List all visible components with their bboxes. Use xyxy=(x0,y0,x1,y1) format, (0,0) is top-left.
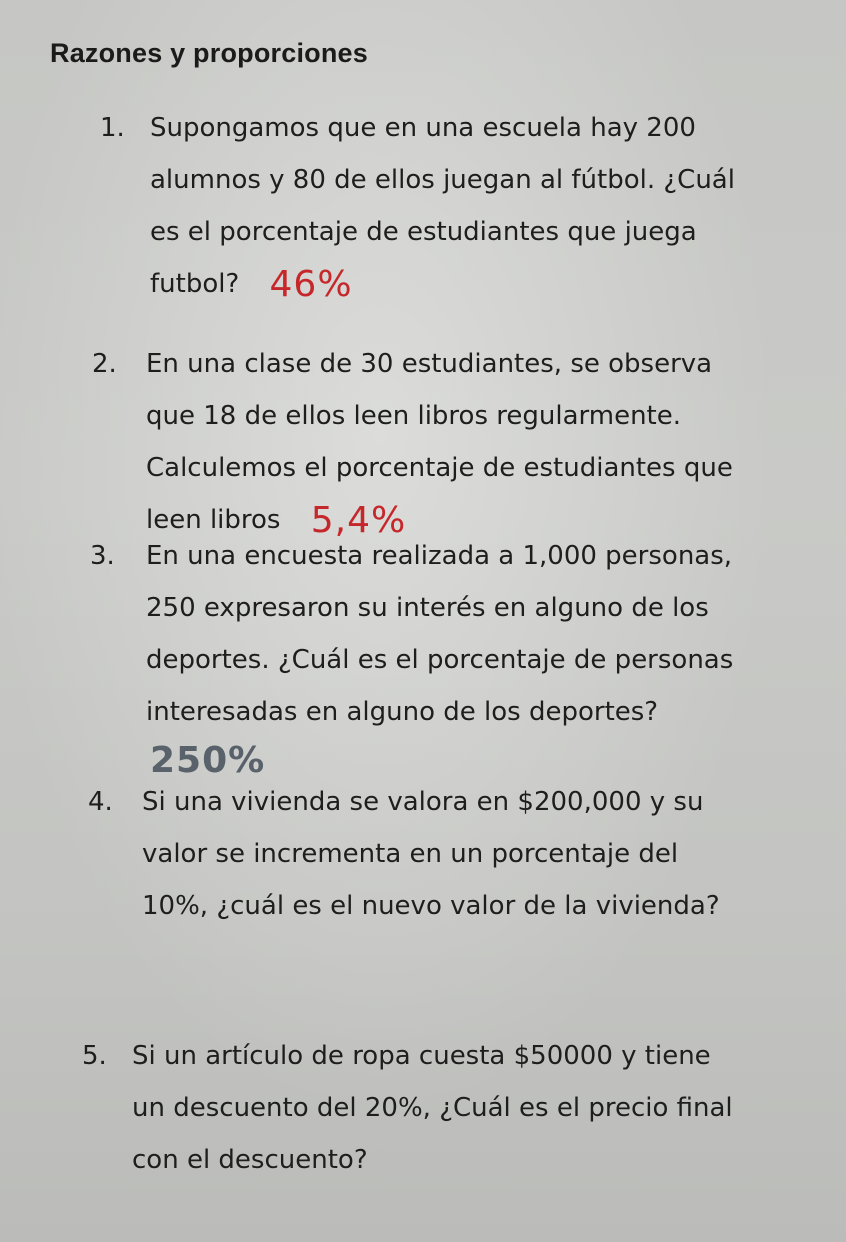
question-text-line: Supongamos que en una escuela hay 200 xyxy=(150,113,696,143)
question-text-line: alumnos y 80 de ellos juegan al fútbol. ¿Cuál xyxy=(150,165,735,195)
question-2 xyxy=(92,338,733,550)
question-text-line: Si un artículo de ropa cuesta $50000 y tiene xyxy=(132,1041,711,1071)
handwritten-answer: 46% xyxy=(269,264,353,305)
question-text-line: En una encuesta realizada a 1,000 personas, xyxy=(146,541,733,571)
question-text-line: valor se incrementa en un porcentaje del xyxy=(142,839,679,869)
question-text-line: futbol? xyxy=(150,269,240,299)
question-number: 3. xyxy=(90,541,115,571)
question-text-line: Calculemos el porcentaje de estudiantes que xyxy=(146,453,733,483)
question-text-line: con el descuento? xyxy=(132,1145,368,1175)
question-number: 2. xyxy=(92,349,117,379)
question-number: 5. xyxy=(82,1041,107,1071)
question-1 xyxy=(100,102,735,314)
question-text-line: 10%, ¿cuál es el nuevo valor de la vivienda? xyxy=(142,891,720,921)
question-text-line: En una clase de 30 estudiantes, se observa xyxy=(146,349,713,379)
question-text-line: es el porcentaje de estudiantes que juega xyxy=(150,217,697,247)
handwritten-answer: 250% xyxy=(150,740,266,781)
question-4 xyxy=(88,776,720,932)
question-text-line: interesadas en alguno de los deportes? xyxy=(146,697,659,727)
question-text-line: que 18 de ellos leen libros regularmente. xyxy=(146,401,682,431)
handwritten-answer: 5,4% xyxy=(310,500,407,541)
question-3 xyxy=(90,530,733,790)
worksheet-title: Razones y proporciones xyxy=(50,38,368,68)
question-text-line: un descuento del 20%, ¿Cuál es el precio final xyxy=(132,1093,733,1123)
question-text-line: Si una vivienda se valora en $200,000 y su xyxy=(142,787,704,817)
question-number: 4. xyxy=(88,787,113,817)
question-number: 1. xyxy=(100,113,125,143)
question-5 xyxy=(82,1030,733,1186)
question-text-line: 250 expresaron su interés en alguno de los xyxy=(146,593,709,623)
question-text-line: leen libros xyxy=(146,505,281,535)
question-text-line: deportes. ¿Cuál es el porcentaje de personas xyxy=(146,645,734,675)
